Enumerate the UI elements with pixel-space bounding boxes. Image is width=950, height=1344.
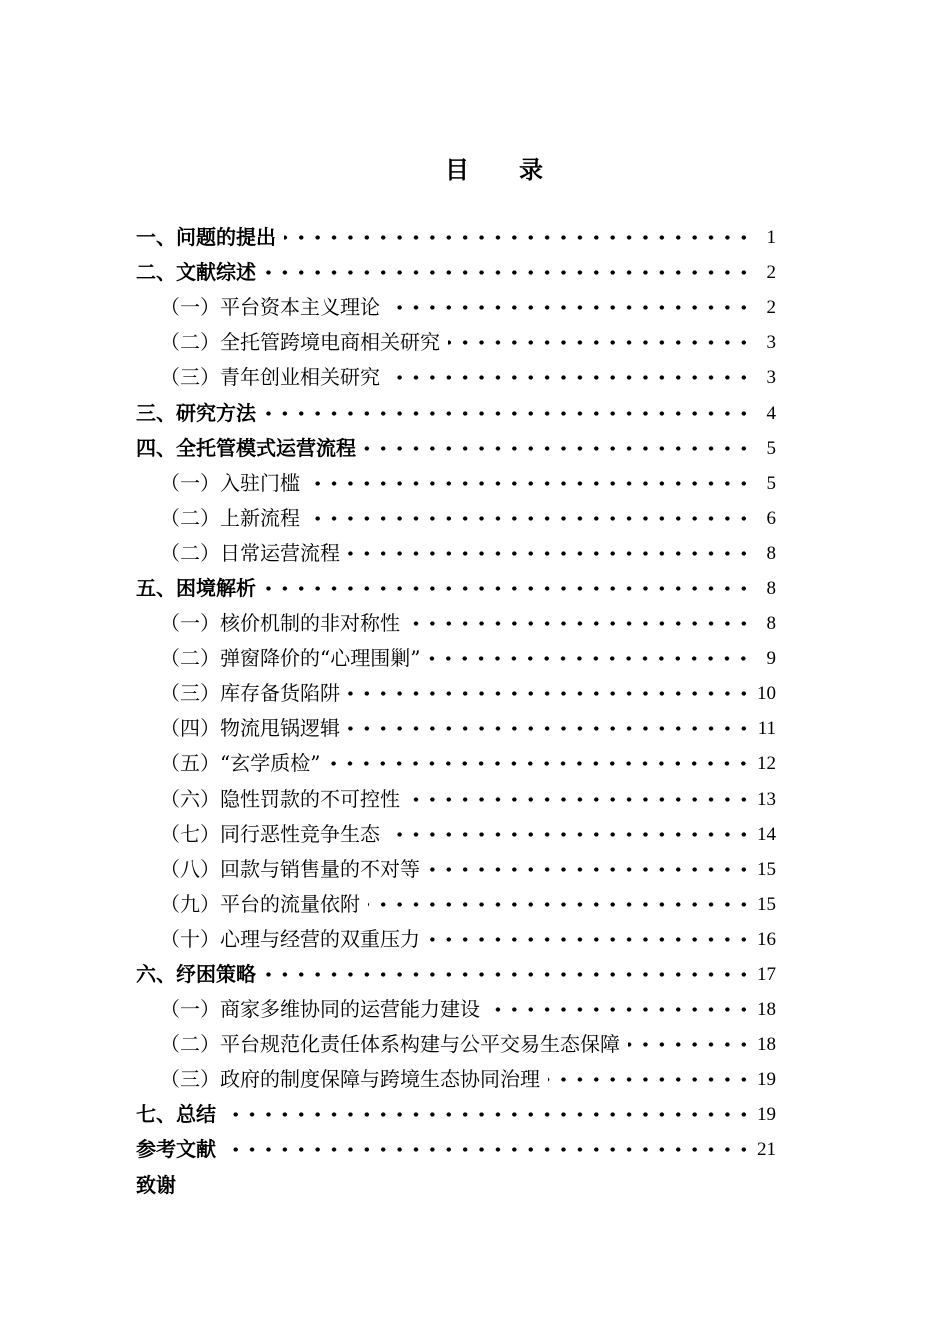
toc-entry-label: （二）上新流程 [160, 505, 300, 530]
dot-leader [264, 571, 752, 606]
toc-entry-page-number: 9 [766, 648, 776, 670]
toc-entry-page-number: 19 [757, 1069, 776, 1091]
toc-entry-label: （二）弹窗降价的“心理围剿” [160, 646, 421, 671]
toc-entry-subsection[interactable] [136, 641, 776, 676]
dot-leader [308, 466, 752, 501]
toc-entry-page-number: 2 [766, 297, 776, 319]
toc-entry-subsection[interactable] [136, 887, 776, 922]
toc-entry-subsection[interactable] [136, 817, 776, 852]
toc-entry-label: （二）全托管跨境电商相关研究 [160, 330, 440, 355]
dot-leader [388, 290, 752, 325]
toc-entry-page-number: 8 [766, 577, 776, 599]
toc-entry-page-number: 13 [757, 788, 776, 810]
toc-entry-label: （一）平台资本主义理论 [160, 295, 380, 320]
toc-entry-page-number: 10 [757, 683, 776, 705]
toc-entry-subsection[interactable] [136, 782, 776, 817]
toc-entry-label: 参考文献 [136, 1137, 216, 1162]
toc-entry-label: （一）核价机制的非对称性 [160, 611, 400, 636]
toc-entry-subsection[interactable] [136, 466, 776, 501]
dot-leader [364, 431, 752, 466]
toc-entry-page-number: 15 [757, 893, 776, 915]
toc-entry-subsection[interactable] [136, 852, 776, 887]
dot-leader [388, 817, 752, 852]
dot-leader [408, 782, 752, 817]
toc-title-char-1: 目 [445, 156, 471, 184]
toc-entry-label: 致谢 [136, 1172, 176, 1197]
toc-entry-label: （二）平台规范化责任体系构建与公平交易生态保障 [160, 1032, 620, 1057]
toc-entry-page-number: 18 [757, 1034, 776, 1056]
dot-leader [548, 1062, 752, 1097]
dot-leader [308, 501, 752, 536]
toc-entry-subsection[interactable] [136, 676, 776, 711]
dot-leader [264, 396, 752, 431]
toc-entry-page-number: 8 [766, 613, 776, 635]
toc-entry-section[interactable] [136, 395, 776, 430]
toc-entry-label: （三）青年创业相关研究 [160, 365, 380, 390]
toc-entry-page-number: 14 [757, 823, 776, 845]
dot-leader [448, 325, 752, 360]
toc-entry-page-number: 15 [757, 858, 776, 880]
dot-leader [264, 957, 752, 992]
toc-entry-page-number: 3 [766, 332, 776, 354]
toc-entry-label: 七、总结 [136, 1102, 216, 1127]
dot-leader [348, 536, 752, 571]
dot-leader [488, 992, 752, 1027]
toc-entry-label: （一）入驻门槛 [160, 470, 300, 495]
toc-entry-label: 三、研究方法 [136, 400, 256, 425]
toc-entry-label: 一、问题的提出 [136, 225, 276, 250]
toc-entry-subsection[interactable] [136, 360, 776, 395]
toc-entry-label: （三）库存备货陷阱 [160, 681, 340, 706]
toc-entry-page-number: 4 [766, 402, 776, 424]
toc-entry-label: 六、纾困策略 [136, 962, 256, 987]
toc-entry-label: （三）政府的制度保障与跨境生态协同治理 [160, 1067, 540, 1092]
toc-entry-page-number: 5 [766, 472, 776, 494]
toc-entry-subsection[interactable] [136, 606, 776, 641]
toc-entry-section[interactable] [136, 1168, 776, 1203]
toc-entry-label: （四）物流甩锅逻辑 [160, 716, 340, 741]
toc-entry-page-number: 19 [757, 1104, 776, 1126]
dot-leader [224, 1097, 752, 1132]
dot-leader [428, 922, 752, 957]
toc-entry-subsection[interactable] [136, 290, 776, 325]
toc-entry-page-number: 12 [757, 753, 776, 775]
toc-entry-section[interactable] [136, 957, 776, 992]
toc-entry-label: 四、全托管模式运营流程 [136, 435, 356, 460]
dot-leader [388, 360, 752, 395]
toc-entry-page-number: 6 [766, 507, 776, 529]
toc-entry-label: （五）“玄学质检” [160, 751, 321, 776]
toc-entry-section[interactable] [136, 1132, 776, 1167]
toc-entry-subsection[interactable] [136, 1027, 776, 1062]
dot-leader [264, 255, 752, 290]
dot-leader [328, 746, 752, 781]
toc-entry-subsection[interactable] [136, 501, 776, 536]
toc-entry-label: （一）商家多维协同的运营能力建设 [160, 997, 480, 1022]
toc-entry-page-number: 16 [757, 928, 776, 950]
toc-entry-label: （二）日常运营流程 [160, 540, 340, 565]
dot-leader [428, 641, 752, 676]
toc-entry-subsection[interactable] [136, 711, 776, 746]
toc-entry-page-number: 8 [766, 542, 776, 564]
toc-entry-subsection[interactable] [136, 536, 776, 571]
toc-entry-label: （十）心理与经营的双重压力 [160, 926, 420, 951]
dot-leader [348, 711, 752, 746]
toc-entry-section[interactable] [136, 1097, 776, 1132]
dot-leader [408, 606, 752, 641]
toc-entry-page-number: 2 [766, 262, 776, 284]
toc-entry-label: （七）同行恶性竞争生态 [160, 821, 380, 846]
dot-leader [284, 220, 752, 255]
toc-entry-label: （九）平台的流量依附 [160, 891, 360, 916]
toc-entry-label: （八）回款与销售量的不对等 [160, 856, 420, 881]
table-of-contents [136, 220, 776, 1203]
toc-entry-page-number: 5 [766, 437, 776, 459]
toc-entry-page-number: 11 [757, 718, 776, 740]
toc-entry-page-number: 1 [766, 227, 776, 249]
toc-entry-section[interactable] [136, 431, 776, 466]
toc-entry-label: （六）隐性罚款的不可控性 [160, 786, 400, 811]
toc-entry-section[interactable] [136, 571, 776, 606]
toc-entry-page-number: 21 [757, 1139, 776, 1161]
toc-entry-section[interactable] [136, 255, 776, 290]
toc-entry-subsection[interactable] [136, 922, 776, 957]
toc-entry-subsection[interactable] [136, 325, 776, 360]
toc-entry-label: 五、困境解析 [136, 575, 256, 600]
dot-leader [628, 1027, 752, 1062]
toc-entry-label: 二、文献综述 [136, 260, 256, 285]
toc-title-char-2: 录 [519, 156, 545, 184]
toc-entry-page-number: 17 [757, 964, 776, 986]
dot-leader [428, 852, 752, 887]
toc-entry-subsection[interactable] [136, 1062, 776, 1097]
toc-entry-subsection[interactable] [136, 992, 776, 1027]
toc-entry-page-number: 18 [757, 999, 776, 1021]
toc-entry-page-number: 3 [766, 367, 776, 389]
dot-leader [368, 887, 752, 922]
dot-leader [224, 1132, 752, 1167]
toc-entry-section[interactable] [136, 220, 776, 255]
toc-entry-subsection[interactable] [136, 746, 776, 781]
dot-leader [348, 676, 752, 711]
toc-title [0, 150, 950, 185]
